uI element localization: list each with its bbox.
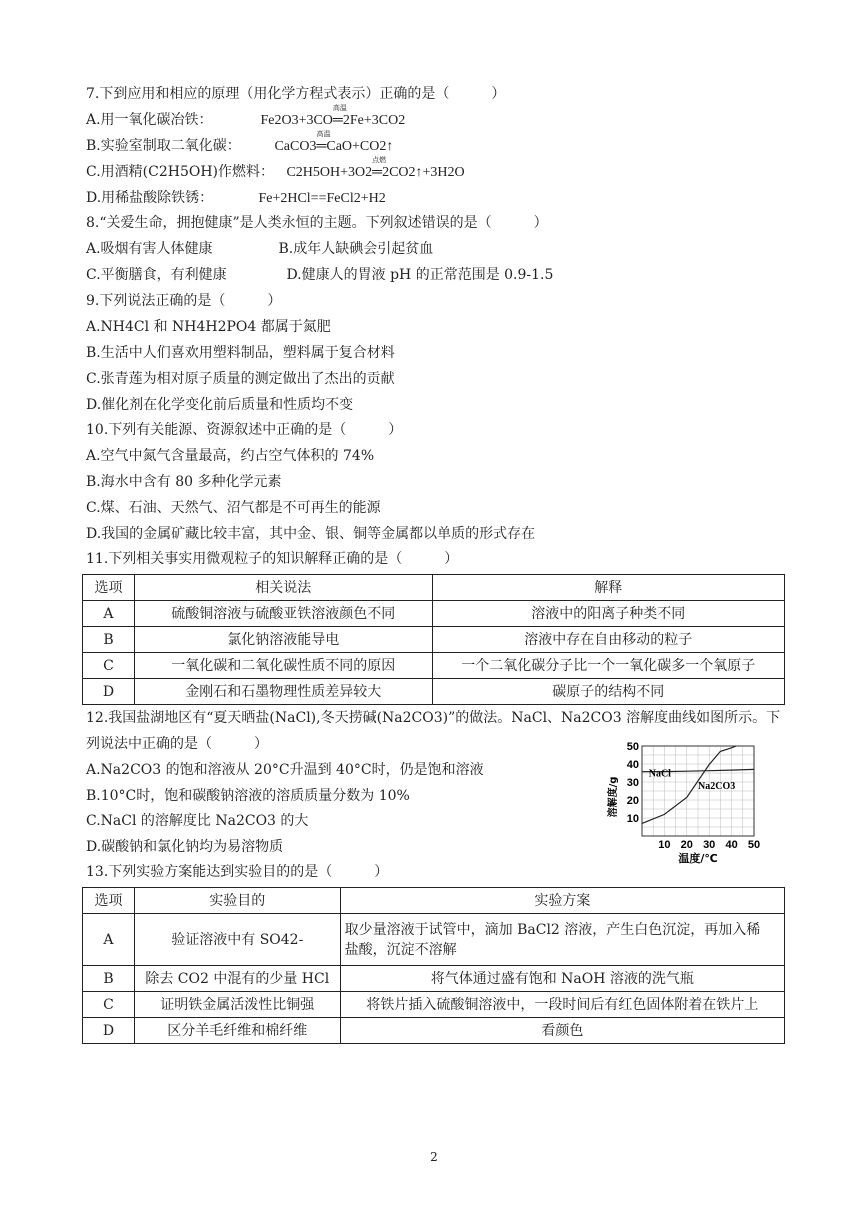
table-cell: 溶液中存在自由移动的粒子: [432, 627, 784, 653]
q8-row-ab: [86, 239, 433, 259]
q13-stem: 13.下列实验方案能达到实验目的的是（ ）: [86, 864, 389, 880]
q8-option-b: B.成年人缺碘会引起贫血: [278, 241, 434, 257]
q7-option-d: [86, 188, 386, 209]
table-cell: 证明铁金属活泼性比铜强: [134, 992, 340, 1018]
q13-header-option: 选项: [83, 888, 135, 914]
table-row: [83, 992, 785, 1018]
q9-option-c: C.张青莲为相对原子质量的测定做出了杰出的贡献: [86, 371, 395, 387]
y-axis-label: 溶解度/g: [608, 776, 619, 818]
x-tick-label: 20: [680, 839, 693, 851]
x-tick-label: 10: [658, 839, 671, 851]
q11-header-option: 选项: [83, 575, 135, 601]
q8-stem: 8.“关爱生命，拥抱健康”是人类永恒的主题。下列叙述错误的是（ ）: [86, 215, 548, 231]
q13-header-purpose: 实验目的: [134, 888, 340, 914]
q7-a-label: A.用一氧化碳冶铁：: [86, 112, 213, 128]
series-label-na2co3: Na2CO3: [698, 781, 736, 793]
table-row: [83, 966, 785, 992]
table-row: [83, 679, 785, 705]
table-row: [83, 1018, 785, 1044]
q9-option-a: A.NH4Cl 和 NH4H2PO4 都属于氮肥: [86, 319, 331, 335]
q10-stem: 10.下列有关能源、资源叙述中正确的是（ ）: [86, 422, 403, 438]
q8-option-c: C.平衡膳食，有利健康: [86, 267, 227, 283]
y-tick-label: 50: [626, 741, 639, 753]
table-row: [83, 601, 785, 627]
q10-option-b: B.海水中含有 80 多种化学元素: [86, 474, 282, 490]
series-label-nacl: NaCl: [648, 768, 671, 780]
q10-option-d: D.我国的金属矿藏比较丰富，其中金、银、铜等金属都以单质的形式存在: [86, 526, 536, 542]
table-cell: 溶液中的阳离子种类不同: [432, 601, 784, 627]
table-cell: 一个二氧化碳分子比一个一氧化碳多一个氧原子: [432, 653, 784, 679]
table-row: [83, 627, 785, 653]
q7-c-label: C.用酒精(C2H5OH)作燃料：: [86, 164, 275, 180]
page-number: 2: [430, 1150, 438, 1164]
q10-option-c: C.煤、石油、天然气、沼气都是不可再生的能源: [86, 500, 381, 516]
table-cell: 看颜色: [340, 1018, 784, 1044]
q11-header-statement: 相关说法: [134, 575, 432, 601]
table-cell: 将铁片插入硫酸铜溶液中，一段时间后有红色固体附着在铁片上: [340, 992, 784, 1018]
table-cell: 除去 CO2 中混有的少量 HCl: [134, 966, 340, 992]
q9-stem: 9.下列说法正确的是（ ）: [86, 293, 282, 309]
table-cell: C: [83, 653, 135, 679]
y-tick-label: 40: [626, 759, 639, 771]
q12-stem-line1: 12.我国盐湖地区有“夏天晒盐(NaCl),冬天捞碱(Na2CO3)”的做法。NaCl、Na2CO3 溶解度曲线如图所示。下: [86, 710, 781, 726]
table-cell: D: [83, 1018, 135, 1044]
q13-header-plan: 实验方案: [340, 888, 784, 914]
q11-table: [82, 574, 785, 705]
q7-option-b: [86, 130, 394, 157]
chart-labels: [606, 741, 760, 865]
q7-d-equation: Fe+2HCl==FeCl2+H2: [258, 191, 386, 206]
q12-option-c: C.NaCl 的溶解度比 Na2CO3 的大: [86, 813, 309, 829]
table-cell: 一氧化碳和二氧化碳性质不同的原因: [134, 653, 432, 679]
q8-option-a: A.吸烟有害人体健康: [86, 241, 213, 257]
q11-stem: 11.下列相关事实用微观粒子的知识解释正确的是（ ）: [86, 551, 459, 567]
q12-option-b: B.10°C时，饱和碳酸钠溶液的溶质质量分数为 10%: [86, 788, 410, 804]
table-cell: 硫酸铜溶液与硫酸亚铁溶液颜色不同: [134, 601, 432, 627]
table-cell: 区分羊毛纤维和棉纤维: [134, 1018, 340, 1044]
x-tick-label: 30: [703, 839, 716, 851]
table-cell: 碳原子的结构不同: [432, 679, 784, 705]
table-cell: D: [83, 679, 135, 705]
q12-stem-line2: 列说法中正确的是（ ）: [86, 736, 268, 752]
table-cell: B: [83, 627, 135, 653]
x-tick-label: 40: [725, 839, 738, 851]
table-cell: A: [83, 601, 135, 627]
y-tick-label: 10: [626, 813, 639, 825]
y-tick-label: 20: [626, 795, 639, 807]
table-header-row: [83, 575, 785, 601]
q7-stem: 7.下到应用和相应的原理（用化学方程式表示）正确的是（ ）: [86, 86, 506, 102]
table-cell: B: [83, 966, 135, 992]
q13-table: [82, 887, 785, 1044]
q8-row-cd: [86, 265, 553, 285]
q7-b-equation: CaCO3 高温 ═CaO+CO2↑: [274, 130, 394, 154]
solubility-chart: [606, 736, 766, 866]
table-cell: 将气体通过盛有饱和 NaOH 溶液的洗气瓶: [340, 966, 784, 992]
table-row: [83, 914, 785, 966]
x-axis-label: 温度/℃: [678, 852, 718, 865]
q7-d-label: D.用稀盐酸除铁锈：: [86, 190, 214, 206]
q7-b-label: B.实验室制取二氧化碳：: [86, 138, 241, 154]
table-row: [83, 653, 785, 679]
q9-option-d: D.催化剂在化学变化前后质量和性质均不变: [86, 397, 354, 413]
table-cell: 验证溶液中有 SO42-: [134, 914, 340, 966]
q7-option-a: [86, 104, 406, 131]
q7-option-c: [86, 156, 465, 183]
q9-option-b: B.生活中人们喜欢用塑料制品，塑料属于复合材料: [86, 345, 395, 361]
q10-option-a: A.空气中氮气含量最高，约占空气体积的 74%: [86, 448, 375, 464]
table-header-row: [83, 888, 785, 914]
table-cell: C: [83, 992, 135, 1018]
q7-a-equation: Fe2O3+3CO 高温 ═2Fe+3CO2: [260, 104, 406, 128]
table-cell: 氯化钠溶液能导电: [134, 627, 432, 653]
q11-header-explanation: 解释: [432, 575, 784, 601]
q12-option-d: D.碳酸钠和氯化钠均为易溶物质: [86, 839, 284, 855]
q12-option-a: A.Na2CO3 的饱和溶液从 20°C升温到 40°C时，仍是饱和溶液: [86, 762, 484, 778]
x-tick-label: 50: [747, 839, 761, 851]
q7-c-equation: C2H5OH+3O2 点燃 ═2CO2↑+3H2O: [286, 156, 465, 180]
table-cell: 取少量溶液于试管中，滴加 BaCl2 溶液，产生白色沉淀，再加入稀 盐酸，沉淀不溶解: [340, 914, 784, 966]
y-tick-label: 30: [626, 777, 639, 789]
q8-option-d: D.健康人的胃液 pH 的正常范围是 0.9-1.5: [286, 267, 554, 283]
table-cell: A: [83, 914, 135, 966]
table-cell: 金刚石和石墨物理性质差异较大: [134, 679, 432, 705]
